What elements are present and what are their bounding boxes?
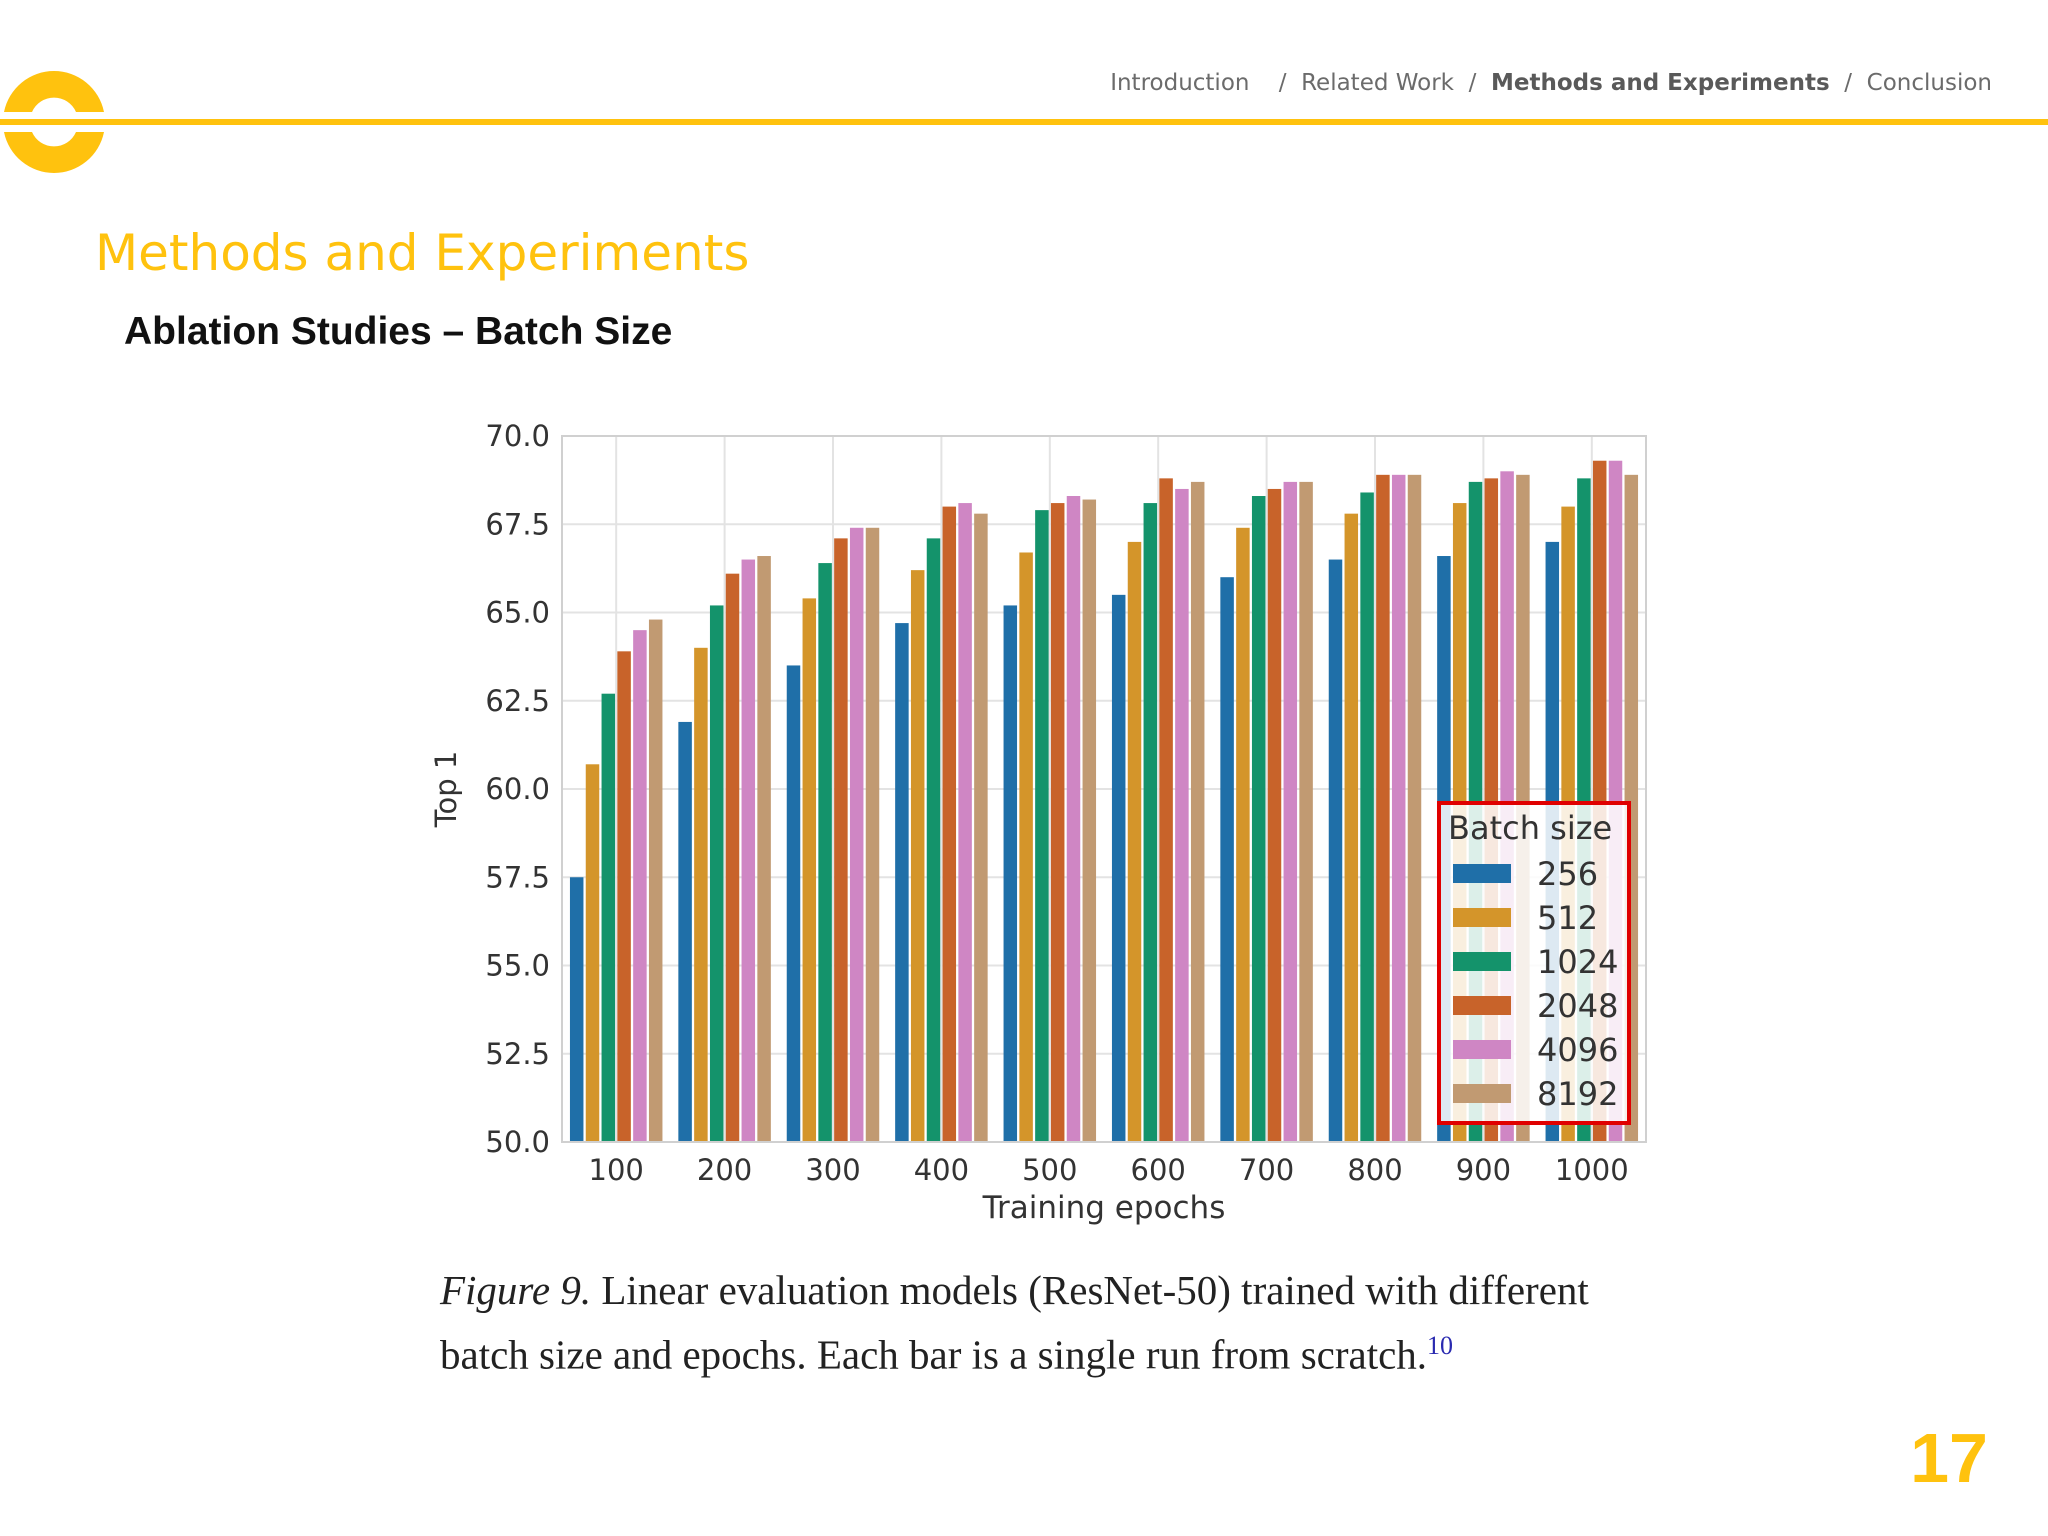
bar-700-batch-4096: [1284, 482, 1298, 1142]
bar-600-batch-2048: [1159, 478, 1173, 1142]
y-tick-label: 57.5: [485, 860, 550, 895]
bar-300-batch-4096: [850, 528, 864, 1142]
bar-800-batch-512: [1345, 514, 1359, 1142]
bar-600-batch-256: [1112, 595, 1126, 1142]
citation-marker[interactable]: 10: [1427, 1331, 1454, 1360]
legend-label-512: 512: [1537, 899, 1599, 937]
x-tick-label: 100: [588, 1153, 644, 1187]
x-tick-label: 600: [1130, 1153, 1186, 1187]
bar-300-batch-1024: [818, 563, 832, 1142]
x-tick-label: 300: [805, 1153, 861, 1187]
x-tick-labels: [589, 1153, 1629, 1187]
y-tick-label: 67.5: [485, 507, 550, 542]
legend-swatch-1024: [1453, 952, 1511, 971]
logo-lower-arc: [4, 132, 104, 173]
figure-label: Figure 9.: [440, 1267, 592, 1313]
bar-100-batch-4096: [633, 630, 647, 1142]
bar-400-batch-8192: [974, 514, 988, 1142]
bar-300-batch-8192: [866, 528, 880, 1142]
page-number: 17: [1910, 1419, 1988, 1497]
bar-700-batch-8192: [1299, 482, 1313, 1142]
bar-100-batch-2048: [617, 651, 631, 1142]
bar-300-batch-256: [787, 665, 801, 1142]
bar-600-batch-1024: [1144, 503, 1158, 1142]
bar-700-batch-512: [1236, 528, 1250, 1142]
breadcrumb: [1110, 70, 1992, 96]
bar-800-batch-256: [1329, 560, 1343, 1142]
bar-200-batch-256: [678, 722, 692, 1142]
bar-600-batch-8192: [1191, 482, 1205, 1142]
legend-swatch-8192: [1453, 1084, 1511, 1103]
x-axis-label: Training epochs: [982, 1190, 1226, 1226]
y-tick-label: 50.0: [485, 1125, 550, 1159]
y-tick-label: 52.5: [485, 1036, 550, 1071]
legend-label-2048: 2048: [1537, 987, 1619, 1025]
x-tick-label: 700: [1238, 1153, 1295, 1187]
bar-100-batch-256: [570, 877, 584, 1142]
legend-title: Batch size: [1448, 809, 1613, 847]
breadcrumb-separator: /: [1844, 70, 1853, 96]
logo-upper-arc: [4, 71, 104, 112]
bar-500-batch-256: [1004, 605, 1018, 1142]
bar-400-batch-4096: [958, 503, 972, 1142]
bar-800-batch-2048: [1376, 475, 1390, 1142]
bar-700-batch-2048: [1268, 489, 1282, 1142]
legend-label-256: 256: [1537, 855, 1599, 893]
bar-500-batch-4096: [1067, 496, 1081, 1142]
y-axis-label: Top 1: [429, 750, 463, 828]
nav-item-methods-and-experiments[interactable]: Methods and Experiments: [1491, 70, 1830, 96]
x-tick-label: 400: [913, 1153, 970, 1187]
legend-swatch-2048: [1453, 996, 1511, 1015]
bar-600-batch-4096: [1175, 489, 1189, 1142]
bar-600-batch-512: [1128, 542, 1142, 1142]
y-tick-label: 62.5: [485, 683, 550, 718]
bar-100-batch-512: [586, 764, 600, 1142]
breadcrumb-separator: /: [1468, 70, 1477, 96]
bar-100-batch-1024: [602, 694, 616, 1142]
figure-caption: [440, 1262, 1680, 1383]
y-tick-labels: [485, 420, 550, 1159]
legend-swatch-256: [1453, 864, 1511, 883]
y-tick-label: 70.0: [485, 420, 550, 453]
breadcrumb-separator: /: [1278, 70, 1287, 96]
bar-500-batch-2048: [1051, 503, 1065, 1142]
legend-swatch-4096: [1453, 1040, 1511, 1059]
header-divider: [0, 119, 2048, 125]
section-subtitle: Ablation Studies – Batch Size: [124, 310, 673, 353]
bar-200-batch-1024: [710, 605, 724, 1142]
bar-800-batch-8192: [1408, 475, 1422, 1142]
bar-700-batch-1024: [1252, 496, 1266, 1142]
legend-swatch-512: [1453, 908, 1511, 927]
bar-700-batch-256: [1220, 577, 1234, 1142]
bar-400-batch-256: [895, 623, 909, 1142]
batch-size-bar-chart: [420, 420, 1680, 1240]
bar-800-batch-4096: [1392, 475, 1406, 1142]
bar-200-batch-4096: [742, 560, 756, 1142]
x-tick-label: 200: [696, 1153, 753, 1187]
x-tick-label: 1000: [1554, 1153, 1629, 1187]
y-tick-label: 65.0: [485, 595, 550, 630]
nav-item-conclusion[interactable]: Conclusion: [1866, 70, 1992, 96]
bar-500-batch-512: [1019, 552, 1033, 1142]
legend-label-8192: 8192: [1537, 1075, 1619, 1113]
legend-label-4096: 4096: [1537, 1031, 1619, 1069]
bar-300-batch-2048: [834, 538, 848, 1142]
x-tick-label: 800: [1347, 1153, 1403, 1187]
bar-100-batch-8192: [649, 620, 663, 1142]
bar-500-batch-1024: [1035, 510, 1049, 1142]
bar-800-batch-1024: [1360, 492, 1374, 1142]
chart-legend: [1439, 803, 1629, 1123]
bar-400-batch-512: [911, 570, 925, 1142]
bar-500-batch-8192: [1083, 500, 1097, 1142]
caption-text: Linear evaluation models (ResNet-50) trained with different batch size and epochs. Each bar is a single run from scratch.: [440, 1267, 1589, 1378]
nav-item-related-work[interactable]: Related Work: [1301, 70, 1454, 96]
legend-label-1024: 1024: [1537, 943, 1619, 981]
bar-300-batch-512: [803, 598, 817, 1142]
y-tick-label: 60.0: [485, 772, 550, 806]
bar-200-batch-2048: [726, 574, 740, 1142]
x-tick-label: 500: [1022, 1153, 1078, 1187]
x-tick-label: 900: [1455, 1153, 1512, 1187]
nav-item-introduction[interactable]: Introduction: [1110, 70, 1250, 96]
bar-400-batch-1024: [927, 538, 941, 1142]
y-tick-label: 55.0: [485, 948, 550, 983]
bar-200-batch-8192: [757, 556, 771, 1142]
page-title: Methods and Experiments: [95, 224, 750, 282]
bar-400-batch-2048: [943, 507, 957, 1142]
bar-200-batch-512: [694, 648, 708, 1142]
